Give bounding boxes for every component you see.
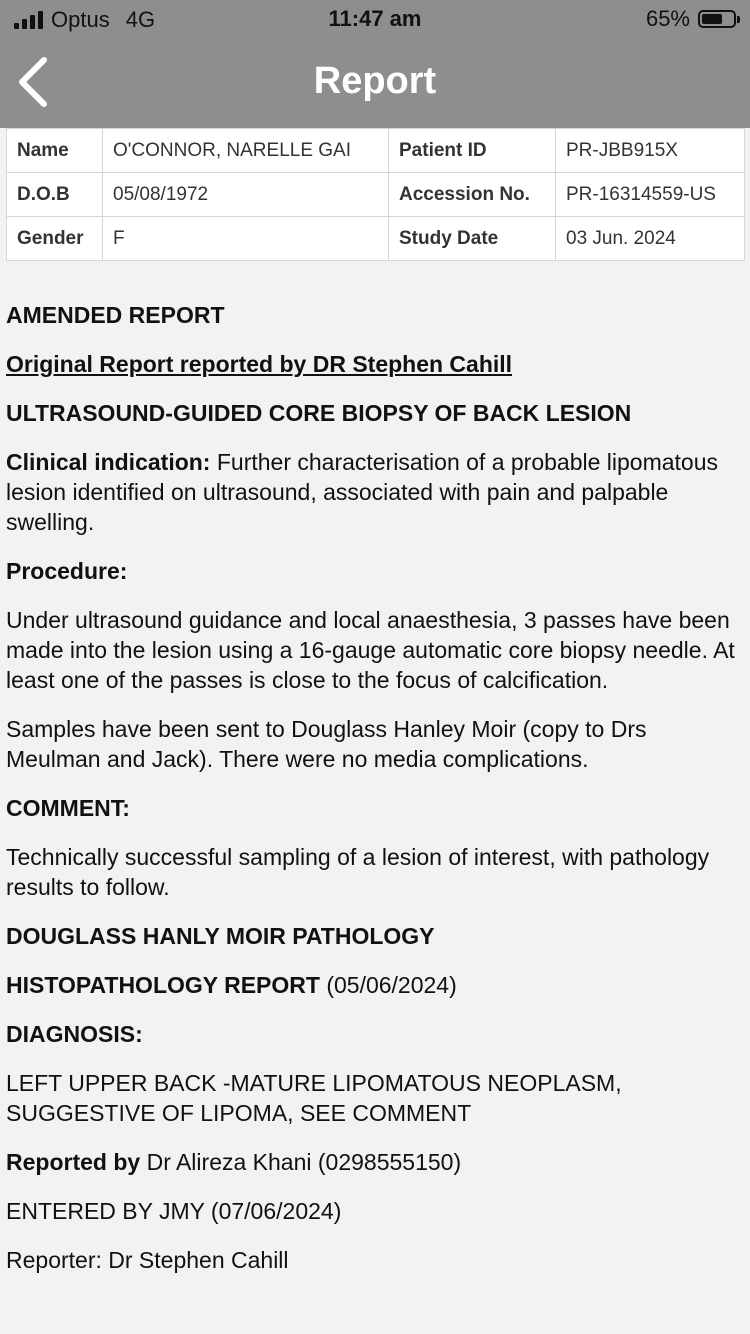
- name-value: O'CONNOR, NARELLE GAI: [103, 129, 389, 173]
- comment-heading: COMMENT:: [6, 795, 130, 821]
- patient-id-label: Patient ID: [389, 129, 556, 173]
- table-row: [7, 129, 745, 173]
- page-title: Report: [313, 60, 437, 102]
- clinical-indication: [6, 447, 744, 537]
- gender-label: Gender: [7, 217, 103, 261]
- pathology-heading: DOUGLASS HANLY MOIR PATHOLOGY: [6, 923, 435, 949]
- battery-nub: [737, 16, 740, 23]
- diagnosis-heading: DIAGNOSIS:: [6, 1021, 143, 1047]
- clinical-indication-text: Further characterisation of a probable lipomatous lesion identified on ultrasound, associated with pain and palpable swelling.: [6, 449, 719, 535]
- status-right: [646, 6, 736, 32]
- comment-text: Technically successful sampling of a lesion of interest, with pathology results to follow.: [6, 844, 710, 900]
- procedure-text: Under ultrasound guidance and local anaesthesia, 3 passes have been made into the lesion using a 16-gauge automatic core biopsy needle. At least one of the passes is close to the focus of calcification.: [6, 607, 735, 693]
- patient-id-value: PR-JBB915X: [556, 129, 745, 173]
- status-time: 11:47 am: [328, 6, 422, 31]
- clinical-indication-label: Clinical indication:: [6, 449, 211, 475]
- carrier-label: Optus: [51, 7, 110, 32]
- dob-value: 05/08/1972: [103, 173, 389, 217]
- gender-value: F: [103, 217, 389, 261]
- reporter-text: Reporter: Dr Stephen Cahill: [6, 1247, 289, 1273]
- top-bar: [0, 0, 750, 128]
- report-body: [6, 300, 744, 1294]
- battery-icon: [698, 10, 736, 28]
- samples-text: Samples have been sent to Douglass Hanley Moir (copy to Drs Meulman and Jack). There were no media complications.: [6, 716, 647, 772]
- histopathology-line: [6, 970, 744, 1000]
- original-report-link[interactable]: Original Report reported by DR Stephen Cahill: [6, 351, 513, 377]
- procedure-heading: Procedure:: [6, 558, 128, 584]
- procedure-title: ULTRASOUND-GUIDED CORE BIOPSY OF BACK LESION: [6, 400, 632, 426]
- patient-info-table: [6, 128, 745, 261]
- nav-bar: [0, 40, 750, 128]
- entered-by-text: ENTERED BY JMY (07/06/2024): [6, 1198, 342, 1224]
- battery-fill: [702, 14, 722, 24]
- network-label: 4G: [125, 7, 156, 32]
- status-bar: [0, 0, 750, 40]
- reported-by-label: Reported by: [6, 1149, 141, 1175]
- diagnosis-text: LEFT UPPER BACK -MATURE LIPOMATOUS NEOPLASM, SUGGESTIVE OF LIPOMA, SEE COMMENT: [6, 1070, 622, 1126]
- dob-label: D.O.B: [7, 173, 103, 217]
- histopathology-date: (05/06/2024): [319, 972, 457, 998]
- study-date-value: 03 Jun. 2024: [556, 217, 745, 261]
- accession-value: PR-16314559-US: [556, 173, 745, 217]
- battery-percent: 65%: [645, 6, 690, 31]
- amended-heading: AMENDED REPORT: [6, 302, 225, 328]
- histopathology-label: HISTOPATHOLOGY REPORT: [6, 972, 320, 998]
- table-row: [7, 217, 745, 261]
- reported-by-text: Dr Alireza Khani (0298555150): [140, 1149, 462, 1175]
- name-label: Name: [7, 129, 103, 173]
- study-date-label: Study Date: [389, 217, 556, 261]
- reported-by-line: [6, 1147, 744, 1177]
- accession-label: Accession No.: [389, 173, 556, 217]
- table-row: [7, 173, 745, 217]
